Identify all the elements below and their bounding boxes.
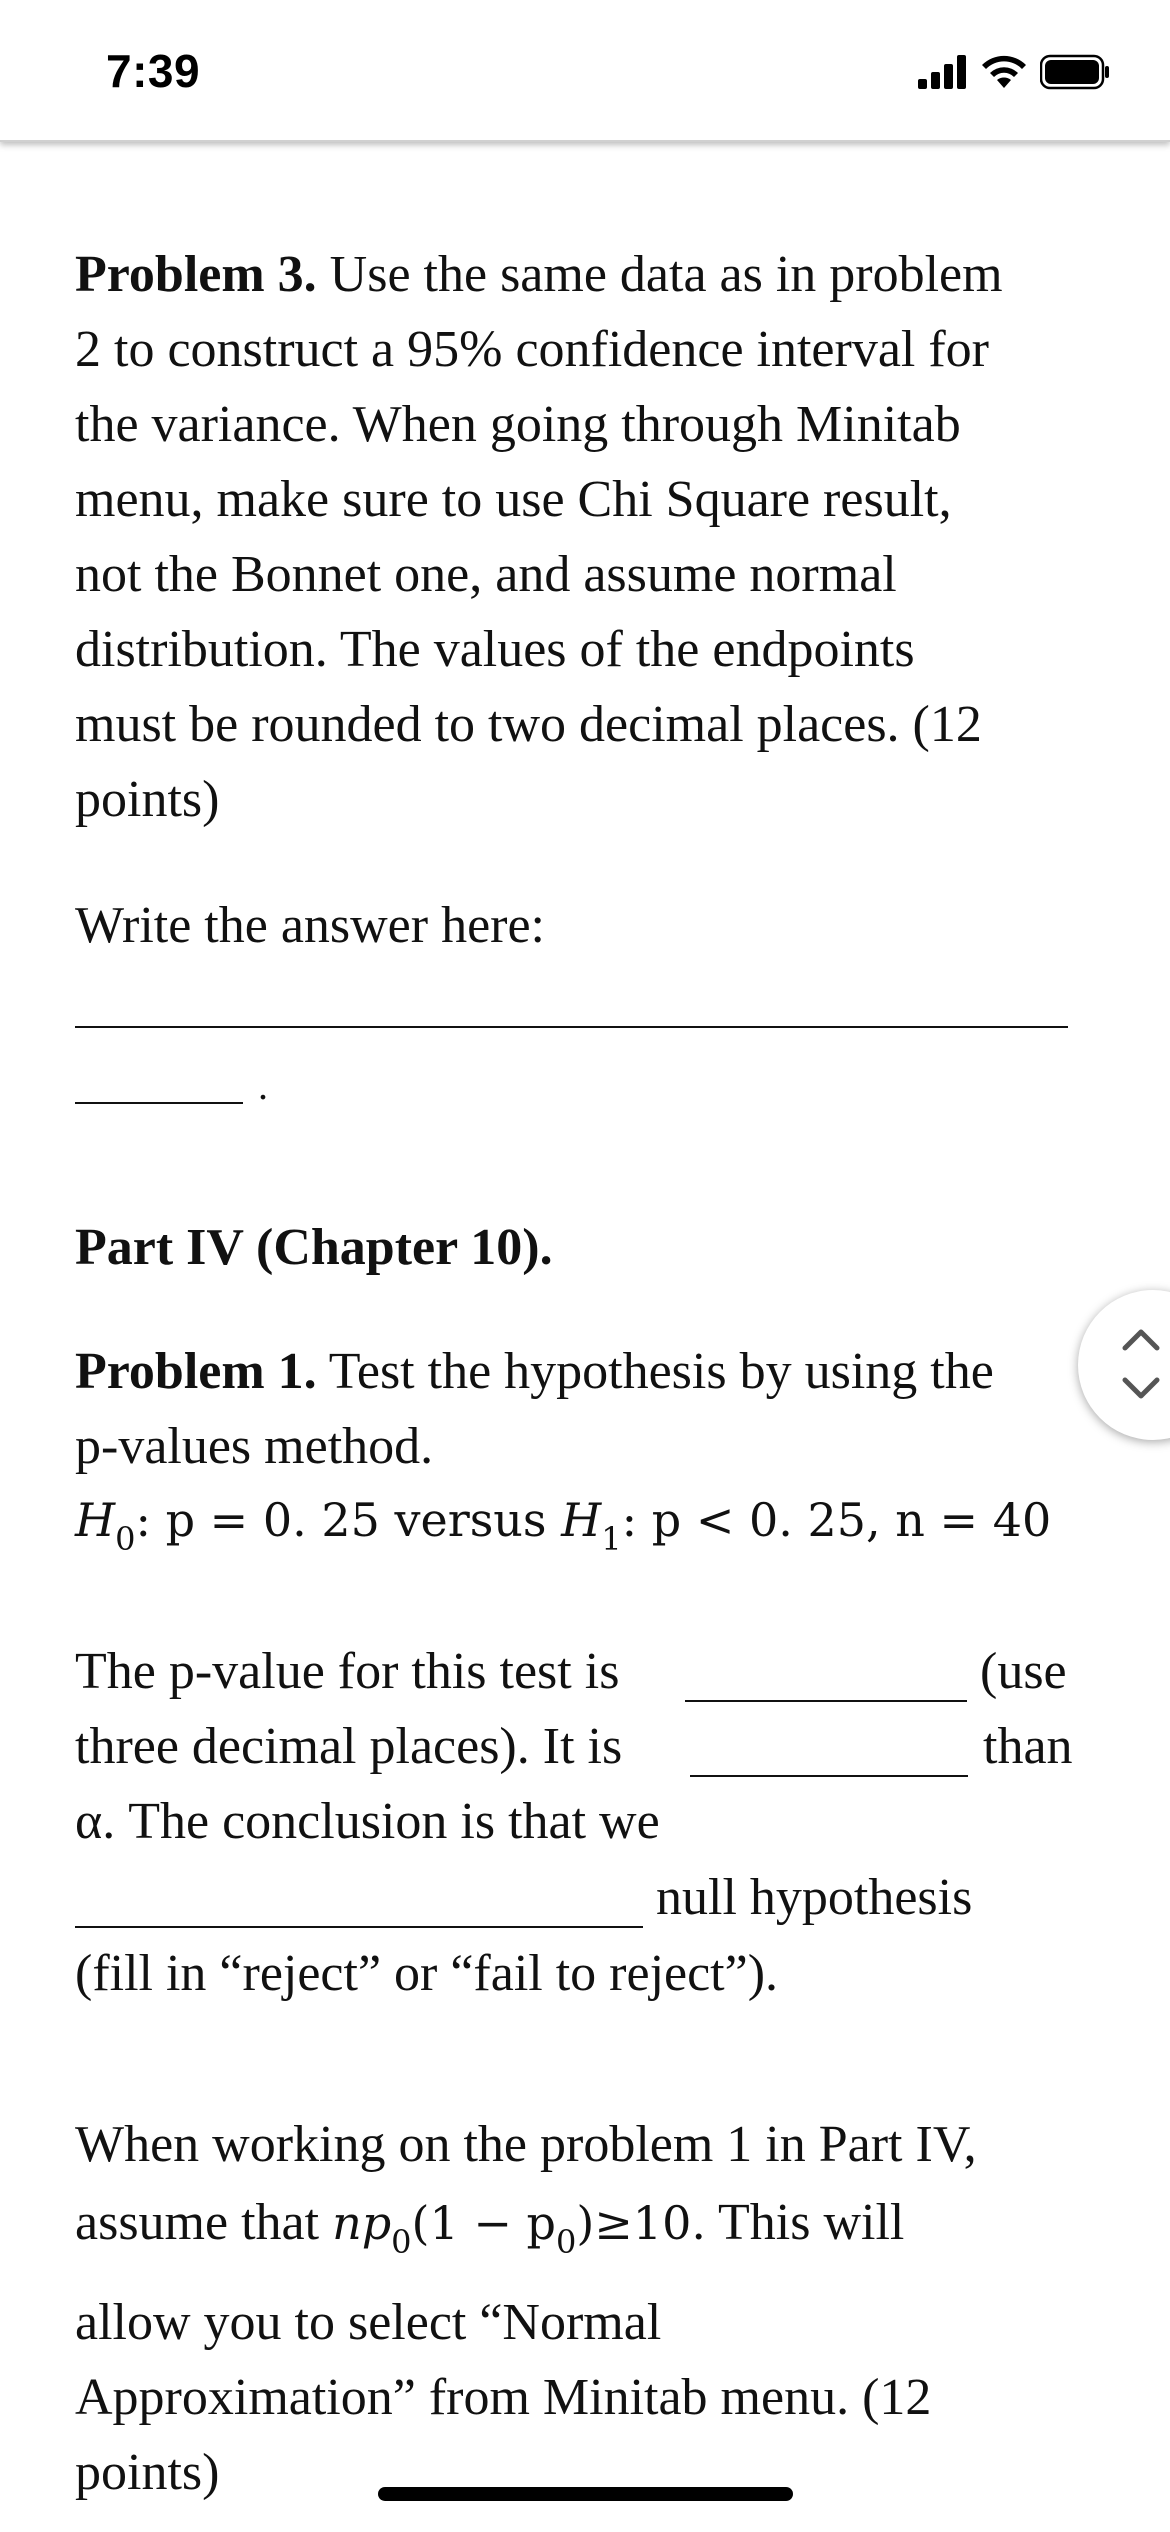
fill-line1-end: (use [980,1643,1067,1700]
problem3-line4: menu, make sure to use Chi Square result, [75,471,952,528]
scroll-nav-button[interactable] [1078,1290,1170,1440]
hypothesis-line: $H_0$: p = 0. 25 versus $H_1$: p < 0. 25, n = 40 [75,1493,1052,1558]
fill-line3: α. The conclusion is that we [75,1793,660,1850]
note-line4: Approximation” from Minitab menu. (12 [75,2369,932,2426]
conclusion-blank[interactable] [75,1926,643,1928]
note-line1: When working on the problem 1 in Part IV, [75,2116,977,2173]
note-line5: points) [75,2444,220,2501]
problem3-line3: the variance. When going through Minitab [75,396,961,453]
answer-prompt: Write the answer here: [75,897,546,954]
problem3-line6: distribution. The values of the endpoints [75,621,915,678]
status-icons [918,52,1110,92]
cellular-signal-icon [918,55,968,89]
comparison-blank[interactable] [690,1775,968,1777]
home-indicator[interactable] [378,2487,793,2501]
status-bar [0,0,1170,142]
wifi-icon [980,54,1028,90]
problem3-block [75,237,1115,837]
battery-icon [1040,54,1110,90]
pvalue-blank[interactable] [685,1700,967,1702]
answer-blank-line[interactable] [75,1026,1068,1028]
part4-heading: Part IV (Chapter 10). [75,1219,553,1276]
problem3-line7: must be rounded to two decimal places. (12 [75,696,982,753]
problem3-line2: 2 to construct a 95% confidence interval for [75,321,989,378]
problem3-line8: points) [75,771,220,828]
problem1-line2: p-values method. [75,1418,434,1475]
fill-line4: null hypothesis [656,1869,973,1926]
fill-line2-end: than [983,1718,1073,1775]
problem3-line1: Problem 3. Use the same data as in problem [75,246,1003,303]
problem3-line5: not the Bonnet one, and assume normal [75,546,897,603]
chevron-up-icon[interactable] [1121,1326,1161,1352]
problem1-line1: Problem 1. Test the hypothesis by using the [75,1343,994,1400]
problem1-heading: Problem 1. [75,1343,317,1400]
answer-blank-line-short[interactable] [75,1102,243,1104]
fill-line5: (fill in “reject” or “fail to reject”). [75,1945,779,2002]
answer-period: . [258,1063,268,1108]
problem3-heading: Problem 3. [75,246,317,303]
status-time: 7:39 [106,45,201,97]
fill-line2-text: three decimal places). It is [75,1718,623,1775]
chevron-down-icon[interactable] [1121,1376,1161,1402]
fill-line1-text: The p-value for this test is [75,1643,620,1700]
note-line2: assume that $np_0(1 - p_0)\ge 10$. This will [75,2194,905,2261]
note-line3: allow you to select “Normal [75,2294,662,2351]
